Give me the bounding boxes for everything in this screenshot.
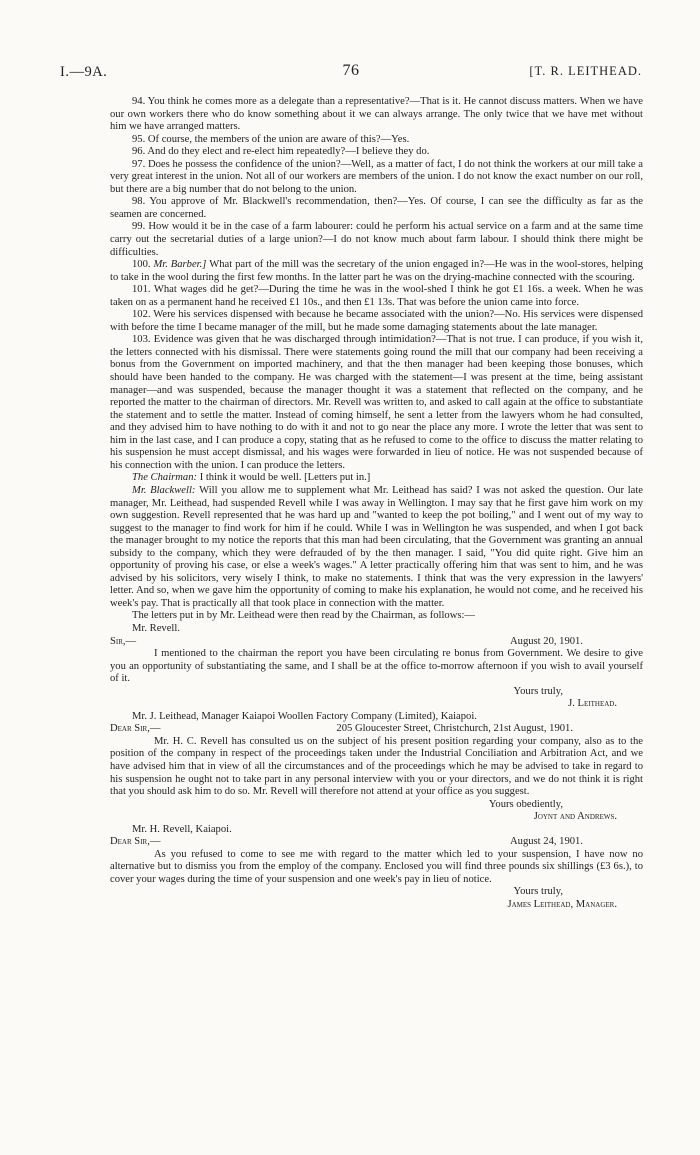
document-body xyxy=(110,96,643,912)
evidence-paragraph xyxy=(110,610,643,623)
evidence-paragraph xyxy=(110,472,643,485)
evidence-paragraph xyxy=(110,134,643,147)
evidence-paragraph xyxy=(110,485,643,610)
header-series: I.—9A. xyxy=(60,64,108,80)
paragraph-text: You think he comes more as a delegate than a representative?—That is it. He cannot discuss matters. When we have our own workers there who do know something about it we can always arrange. The only twice that we have met without him we have arranged matters. xyxy=(110,96,643,133)
page-number: 76 xyxy=(342,62,360,79)
evidence-paragraph xyxy=(110,196,643,221)
letter-salutation: Dear Sir,— xyxy=(110,836,161,848)
paragraph-text: The letters put in by Mr. Leithead were then read by the Chairman, as follows:— xyxy=(132,610,476,622)
letter-body: As you refused to come to see me with regard to the matter which led to your suspension, I have now no alternative but to dismiss you from the employ of the company. Enclosed you will find three pounds six shillings (£3 6s.), to cover your wages during the time of your suspension and one week's pay in lieu of notice. xyxy=(110,848,643,885)
letter-closing: Yours truly, xyxy=(513,886,563,898)
question-number: 96. xyxy=(132,146,148,158)
letter-closing: Yours obediently, xyxy=(488,798,563,810)
evidence-paragraph xyxy=(110,146,643,159)
letter-signature: Joynt and Andrews. xyxy=(533,811,617,823)
evidence-paragraph xyxy=(110,259,643,284)
question-number: 98. xyxy=(132,196,150,208)
paragraph-text: Were his services dispensed with because he became associated with the union?—No. His services were dispensed with before the time I became manager of the mill, but he made some damaging statements about the late manager. xyxy=(110,309,643,333)
question-number: 95. xyxy=(132,133,148,145)
evidence-paragraph xyxy=(110,159,643,197)
letter-date: August 20, 1901. xyxy=(510,635,583,647)
letter-address-date: 205 Gloucester Street, Christchurch, 21st August, 1901. xyxy=(336,723,573,735)
header-witness: [T. R. LEITHEAD. xyxy=(529,64,642,78)
letter-date: August 24, 1901. xyxy=(510,836,583,848)
letter-salutation: Dear Sir,— xyxy=(110,723,161,735)
letter-signature: J. Leithead. xyxy=(568,698,617,710)
paragraph-text: And do they elect and re-elect him repeatedly?—I believe they do. xyxy=(147,146,430,158)
speaker-name: Mr. Barber.] xyxy=(153,259,210,271)
question-number: 103. xyxy=(132,334,154,346)
letter-salutation: Sir,— xyxy=(110,635,137,647)
letter-salutation-row xyxy=(110,723,643,736)
evidence-paragraph xyxy=(110,96,643,134)
question-number: 97. xyxy=(132,158,148,170)
paragraph-text: You approve of Mr. Blackwell's recommendation, then?—Yes. Of course, I can see the difficulty as far as the seamen are concerned. xyxy=(110,196,643,220)
evidence-paragraph xyxy=(110,221,643,259)
evidence-paragraph xyxy=(110,309,643,334)
question-number: 101. xyxy=(132,284,154,296)
paragraph-text: I think it would be well. [Letters put in.] xyxy=(199,472,371,484)
evidence-paragraph xyxy=(110,334,643,472)
paragraph-text: What part of the mill was the secretary of the union engaged in?—He was in the wool-stores, helping to take in the wool during the first few months. In the latter part he was on the drying-machine connected with the scouring. xyxy=(110,259,643,283)
paragraph-text: Does he possess the confidence of the union?—Well, as a matter of fact, I do not think the workers at our mill take a very great interest in the union. Not all of our workers are members of the union. I do not know the exact number on our roll, but there are a big number that do not belong to the union. xyxy=(110,158,643,195)
paragraph-text: Of course, the members of the union are aware of this?—Yes. xyxy=(147,133,410,145)
letter-addressee: Mr. H. Revell, Kaiapoi. xyxy=(132,823,232,835)
letter-addressee: Mr. Revell. xyxy=(132,622,180,634)
question-number: 99. xyxy=(132,221,149,233)
paragraph-text: How would it be in the case of a farm labourer: could he perform his actual service on a farm and at the same time carry out the secretarial duties of a large union?—I do not know much about farm labour. I should think there might be difficulties. xyxy=(110,221,644,258)
question-number: 94. xyxy=(132,96,148,107)
paragraph-text: Evidence was given that he was discharged through intimidation?—That is not true. I can produce, if you wish it, the letters connected with his dismissal. There were statements going round the mill that our company had been receiving a bonus from the Government on imported machinery, and that the then manager had been keeping those bonuses, which should have been handed to the company. He was charged with the statement—I was present at the time, being assistant manager—and was suspended, because the manager thought it was a statement that reflected on the company, and he reported the matter to the chairman of directors. Mr. Revell was written to, and asked to call again at the office to substantiate the statement and to settle the matter. Instead of coming himself, he sent a letter from the lawyers whom he had consulted, and they advised him to have nothing to do with it and not to go near the place any more. I wrote the letter that was sent to him in the last case, and I can produce a copy, stating that as he refused to come to the office to discuss the matter relating to his suspension he must accept dismissal, and his wages were forwarded in lieu of notice. He was not suspended because of his connection with the union. I can produce the letters. xyxy=(110,334,644,471)
letter-addressee: Mr. J. Leithead, Manager Kaiapoi Woollen Factory Company (Limited), Kaiapoi. xyxy=(132,710,477,722)
letter-signature: James Leithead, Manager. xyxy=(507,899,617,910)
letter-body: I mentioned to the chairman the report you have been circulating re bonus from Government. We desire to give you an opportunity of substantiating the same, and I shall be at the office to-morrow afternoon if you wish to avail yourself of it. xyxy=(110,648,643,685)
paragraph-text: What wages did he get?—During the time he was in the wool-shed I think he got £1 16s. a week. When he was taken on as a permanent hand he received £1 10s., and then £1 13s. That was before the union came into force. xyxy=(110,284,644,308)
page-header xyxy=(60,64,642,84)
letter-body: Mr. H. C. Revell has consulted us on the subject of his present position regarding your company, also as to the position of the company in respect of the proceedings taken under the Industrial Conciliation and Arbitration Act, and we have advised him that in view of all the circumstances and of the proceedings which he may be advised to take in regard to his suspension he ought not to take part in any personal interview with you or your directors, and we do not think it is right that you should ask him to do so. Mr. Revell will therefore not attend at your office as you suggest. xyxy=(110,735,643,798)
letter-closing: Yours truly, xyxy=(513,685,563,697)
question-number: 100. xyxy=(132,259,154,271)
evidence-paragraph xyxy=(110,284,643,309)
speaker-name: Mr. Blackwell: xyxy=(132,484,200,496)
speaker-name: The Chairman: xyxy=(132,472,200,484)
question-number: 102. xyxy=(132,309,154,321)
paragraph-text: Will you allow me to supplement what Mr. Leithead has said? I was not asked the question. Our late manager, Mr. Leithead, had suspended Revell while I was away in Wellington. I may say that he first gave him work on my own suggestion. Revell represented that he was hard up and "wanted to keep the pot boiling," and I went out of my way to suggest to the manager to find work for him if he could. While I was in Wellington he was suspended, and when I got back the manager brought to my notice the reports that this man had been circulating, that the Government was granting an annual subsidy to the company, which they were defrauded of by the then manager. I said, "You did quite right. Give him an opportunity of proving his case, or else a week's wages." A letter practically offering him that was sent to him, and he was advised by his solicitors, very wisely I think, to make no statements. I think that was the very expression in the lawyers' letter. And so, when we gave him the opportunity of coming to make his explanation, he would not come, and he received his week's pay. That is practically all that took place in connection with the matter. xyxy=(110,484,644,609)
